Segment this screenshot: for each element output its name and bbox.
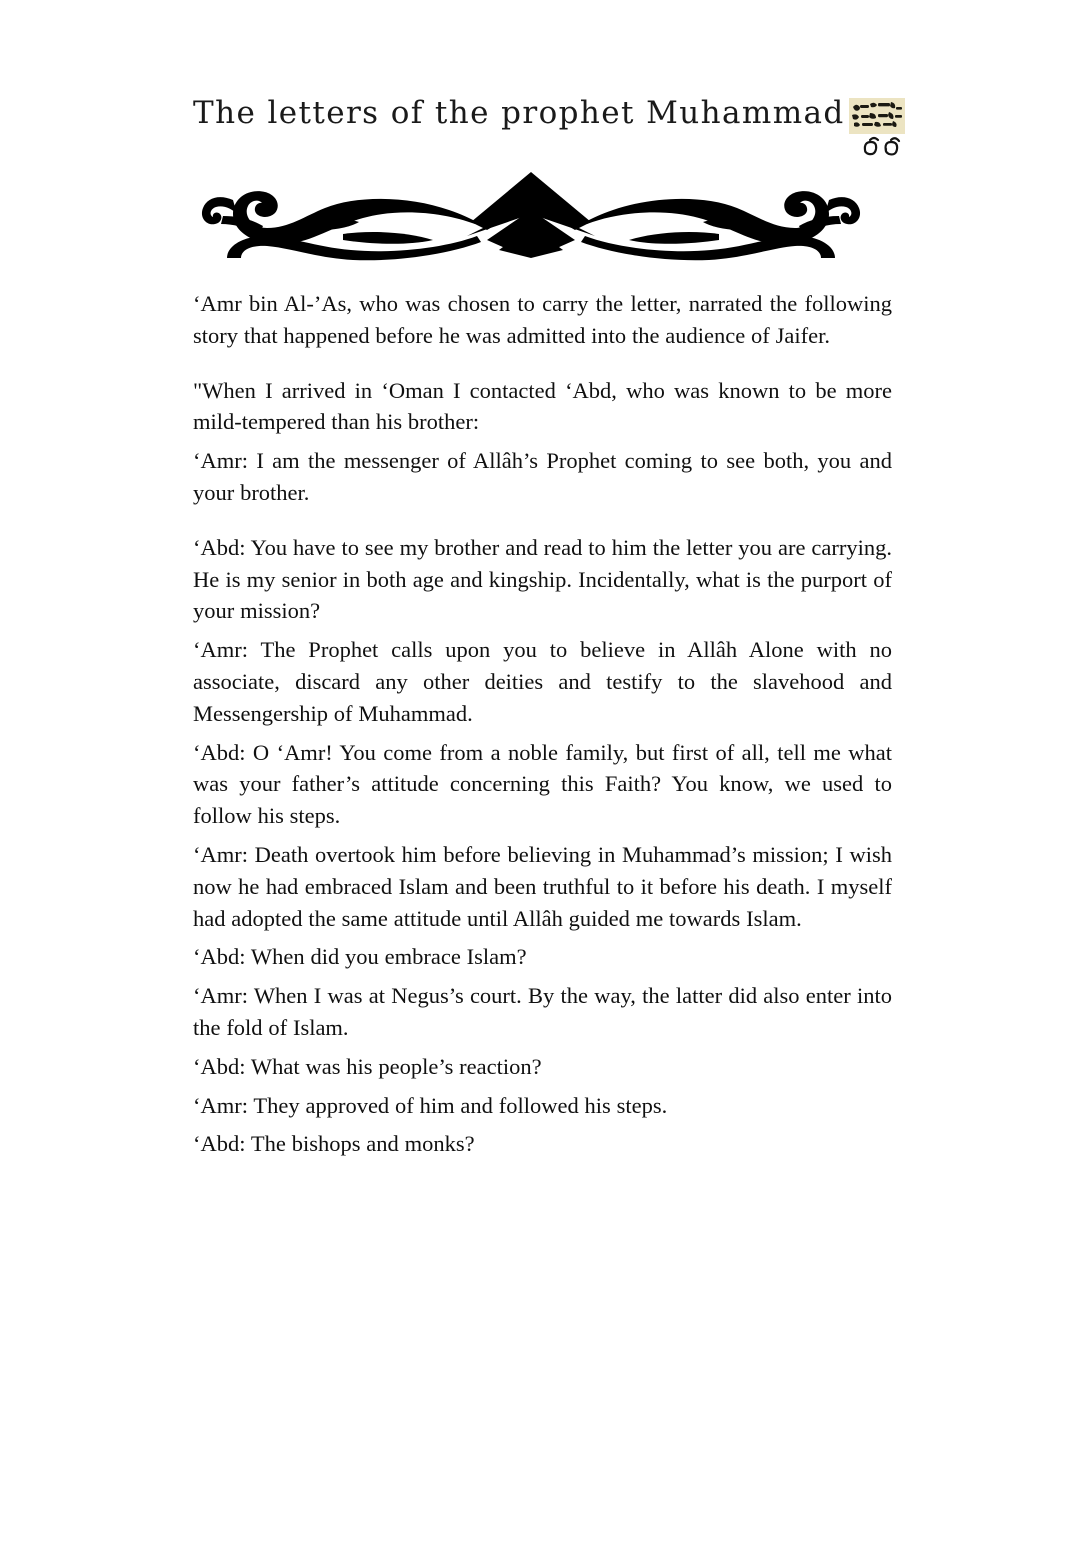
page-title: The letters of the prophet Muhammad [193, 95, 845, 131]
salawat-tail-flourish [861, 134, 905, 160]
paragraph-amr-2: ‘Amr: The Prophet calls upon you to believe in Allâh Alone with no associate, discard any other deities and testify to the slavehood and Messengership of Muhammad. [193, 637, 892, 726]
salawat-calligraphy-icon [849, 94, 893, 162]
paragraph-narration-intro: ‘Amr bin Al-’As, who was chosen to carry the letter, narrated the following story that happened before he was admitted into the audience of Jaifer. [193, 291, 892, 348]
paragraph-abd-4: ‘Abd: What was his people’s reaction? [193, 1053, 542, 1079]
paragraph-amr-1: ‘Amr: I am the messenger of Allâh’s Prophet coming to see both, you and your brother. [193, 448, 892, 505]
salawat-glyph-box [849, 98, 905, 134]
paragraph-quote-open: "When I arrived in ‘Oman I contacted ‘Abd, who was known to be more mild-tempered than his brother: [193, 377, 892, 435]
paragraph-abd-2: ‘Abd: O ‘Amr! You come from a noble family, but first of all, tell me what was your father’s attitude concerning this Faith? You know, we used to follow his steps. [193, 739, 892, 829]
paragraph-abd-3: ‘Abd: When did you embrace Islam? [193, 944, 527, 970]
decorative-flourish-divider [193, 166, 869, 262]
title-row [193, 96, 893, 164]
document-header [193, 96, 893, 164]
document-body [193, 288, 892, 1167]
paragraph-amr-4: ‘Amr: When I was at Negus’s court. By the way, the latter did also enter into the fold of Islam. [193, 983, 892, 1040]
paragraph-abd-5: ‘Abd: The bishops and monks? [193, 1131, 475, 1157]
paragraph-amr-3: ‘Amr: Death overtook him before believing in Muhammad’s mission; I wish now he had embraced Islam and been truthful to it before his death. I myself had adopted the same attitude until Allâh guided me towards Islam. [193, 841, 892, 931]
paragraph-amr-5: ‘Amr: They approved of him and followed his steps. [193, 1092, 668, 1118]
paragraph-abd-1: ‘Abd: You have to see my brother and read to him the letter you are carrying. He is my senior in both age and kingship. Incidentally, what is the purport of your mission? [193, 534, 892, 624]
